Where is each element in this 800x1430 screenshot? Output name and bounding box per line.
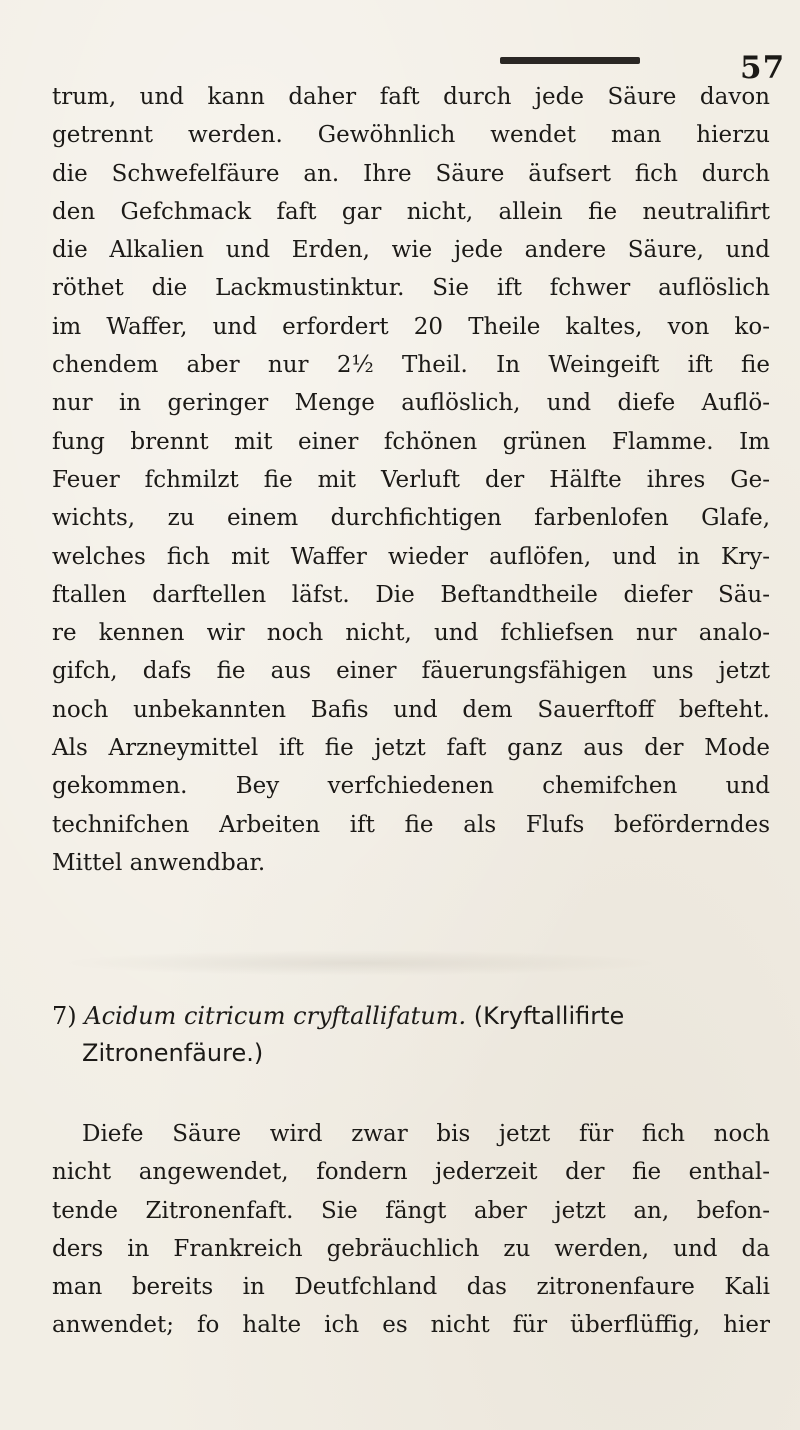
text-line: welches fich mit Waffer wieder auflöfen, und in Kry-	[52, 543, 770, 570]
header-rule	[500, 57, 640, 64]
text-line: im Waffer, und erfordert 20 Theile kaltes, von ko-	[52, 313, 770, 340]
german-title-part-2: Zitronenfäure.)	[82, 1039, 264, 1067]
text-line: Mittel anwendbar.	[52, 849, 266, 876]
text-line: Als Arzneymittel ift fie jetzt faft ganz aus der Mode	[52, 735, 770, 762]
text-line: trum, und kann daher faft durch jede Säure davon	[52, 84, 770, 110]
text-line: technifchen Arbeiten ift fie als Flufs beförderndes	[52, 811, 770, 838]
text-line: gifch, dafs fie aus einer fäuerungsfähigen uns jetzt	[52, 658, 770, 685]
text-line: gekommen. Bey verfchiedenen chemifchen und	[52, 773, 770, 800]
text-line: nicht angewendet, fondern jederzeit der fie enthal-	[52, 1159, 770, 1186]
bleed-through-stain	[60, 950, 660, 976]
text-line: tende Zitronenfaft. Sie fängt aber jetzt an, befon-	[52, 1197, 770, 1224]
latin-title: Acidum citricum cryftallifatum.	[84, 1002, 467, 1030]
text-line: den Gefchmack faft gar nicht, allein fie neutralifirt	[52, 198, 770, 225]
paragraph-1	[52, 78, 770, 882]
german-title-part-1: (Kryftallifirte	[473, 1002, 625, 1030]
text-line: re kennen wir noch nicht, und fchliefsen nur analo-	[52, 620, 770, 647]
text-line: Diefe Säure wird zwar bis jetzt für fich noch	[82, 1121, 770, 1147]
section-heading-line-1	[52, 998, 770, 1035]
page-number: 57	[740, 50, 786, 86]
text-line: wichts, zu einem durchfichtigen farbenlofen Glafe,	[52, 505, 770, 532]
text-line: Feuer fchmilzt fie mit Verluft der Hälfte ihres Ge-	[52, 466, 770, 493]
text-line: fung brennt mit einer fchönen grünen Flamme. Im	[52, 428, 770, 455]
section-number: 7)	[52, 1002, 77, 1030]
text-line: ftallen darftellen läfst. Die Beftandtheile diefer Säu-	[52, 581, 770, 608]
text-line: getrennt werden. Gewöhnlich wendet man hierzu	[52, 122, 770, 149]
text-line: nur in geringer Menge auflöslich, und diefe Auflö-	[52, 390, 770, 417]
paragraph-2	[52, 1115, 770, 1345]
section-heading	[52, 998, 770, 1072]
text-line: man bereits in Deutfchland das zitronenfaure Kali	[52, 1274, 770, 1301]
text-line: anwendet; fo halte ich es nicht für überflüffig, hier	[52, 1312, 770, 1339]
text-line: röthet die Lackmustinktur. Sie ift fchwer auflöslich	[52, 275, 770, 302]
text-line: noch unbekannten Bafis und dem Sauerftoff befteht.	[52, 696, 770, 723]
text-line: chendem aber nur 2½ Theil. In Weingeift ift fie	[52, 352, 770, 379]
text-line: die Alkalien und Erden, wie jede andere Säure, und	[52, 237, 770, 264]
text-line: ders in Frankreich gebräuchlich zu werden, und da	[52, 1235, 770, 1262]
text-line: die Schwefelfäure an. Ihre Säure äufsert fich durch	[52, 160, 770, 187]
